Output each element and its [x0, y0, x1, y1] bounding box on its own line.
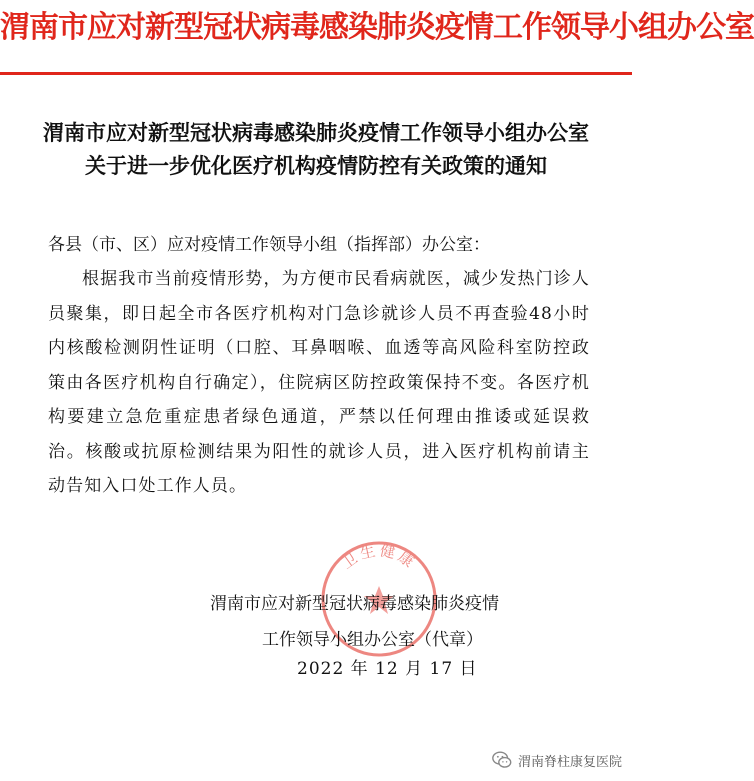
- signature-line2: 工作领导小组办公室（代章）: [262, 630, 483, 650]
- body-paragraph: 根据我市当前疫情形势，为方便市民看病就医，减少发热门诊人员聚集，即日起全市各医疗机构对门急诊就诊人员不再查验48小时内核酸检测阴性证明（口腔、耳鼻咽喉、血透等高风险科室防控政策由各医疗机构自行确定），住院病区防控政策保持不变。各医疗机构要建立急危重症患者绿色通道，严禁以任何理由推诿或延误救治。核酸或抗原检测结果为阳性的就诊人员，进入医疗机构前请主动告知入口处工作人员。: [48, 269, 590, 496]
- document-header: 渭南市应对新型冠状病毒感染肺炎疫情工作领导小组办公室: [0, 10, 754, 45]
- document-title-line1: 渭南市应对新型冠状病毒感染肺炎疫情工作领导小组办公室: [43, 120, 589, 145]
- document-title-line2: 关于进一步优化医疗机构疫情防控有关政策的通知: [85, 153, 547, 178]
- signature-organization: [210, 586, 610, 658]
- svg-text:卫生健康: 卫生健康: [338, 541, 420, 573]
- document-title: [0, 116, 632, 182]
- watermark: [491, 749, 622, 771]
- watermark-text: 渭南脊柱康复医院: [517, 754, 622, 770]
- salutation: 各县（市、区）应对疫情工作领导小组（指挥部）办公室：: [48, 235, 490, 255]
- signature-line1: 渭南市应对新型冠状病毒感染肺炎疫情: [210, 594, 499, 614]
- signature-date: 2022 年 12 月 17 日: [297, 659, 478, 679]
- header-divider: [0, 72, 632, 75]
- wechat-icon: [491, 749, 513, 771]
